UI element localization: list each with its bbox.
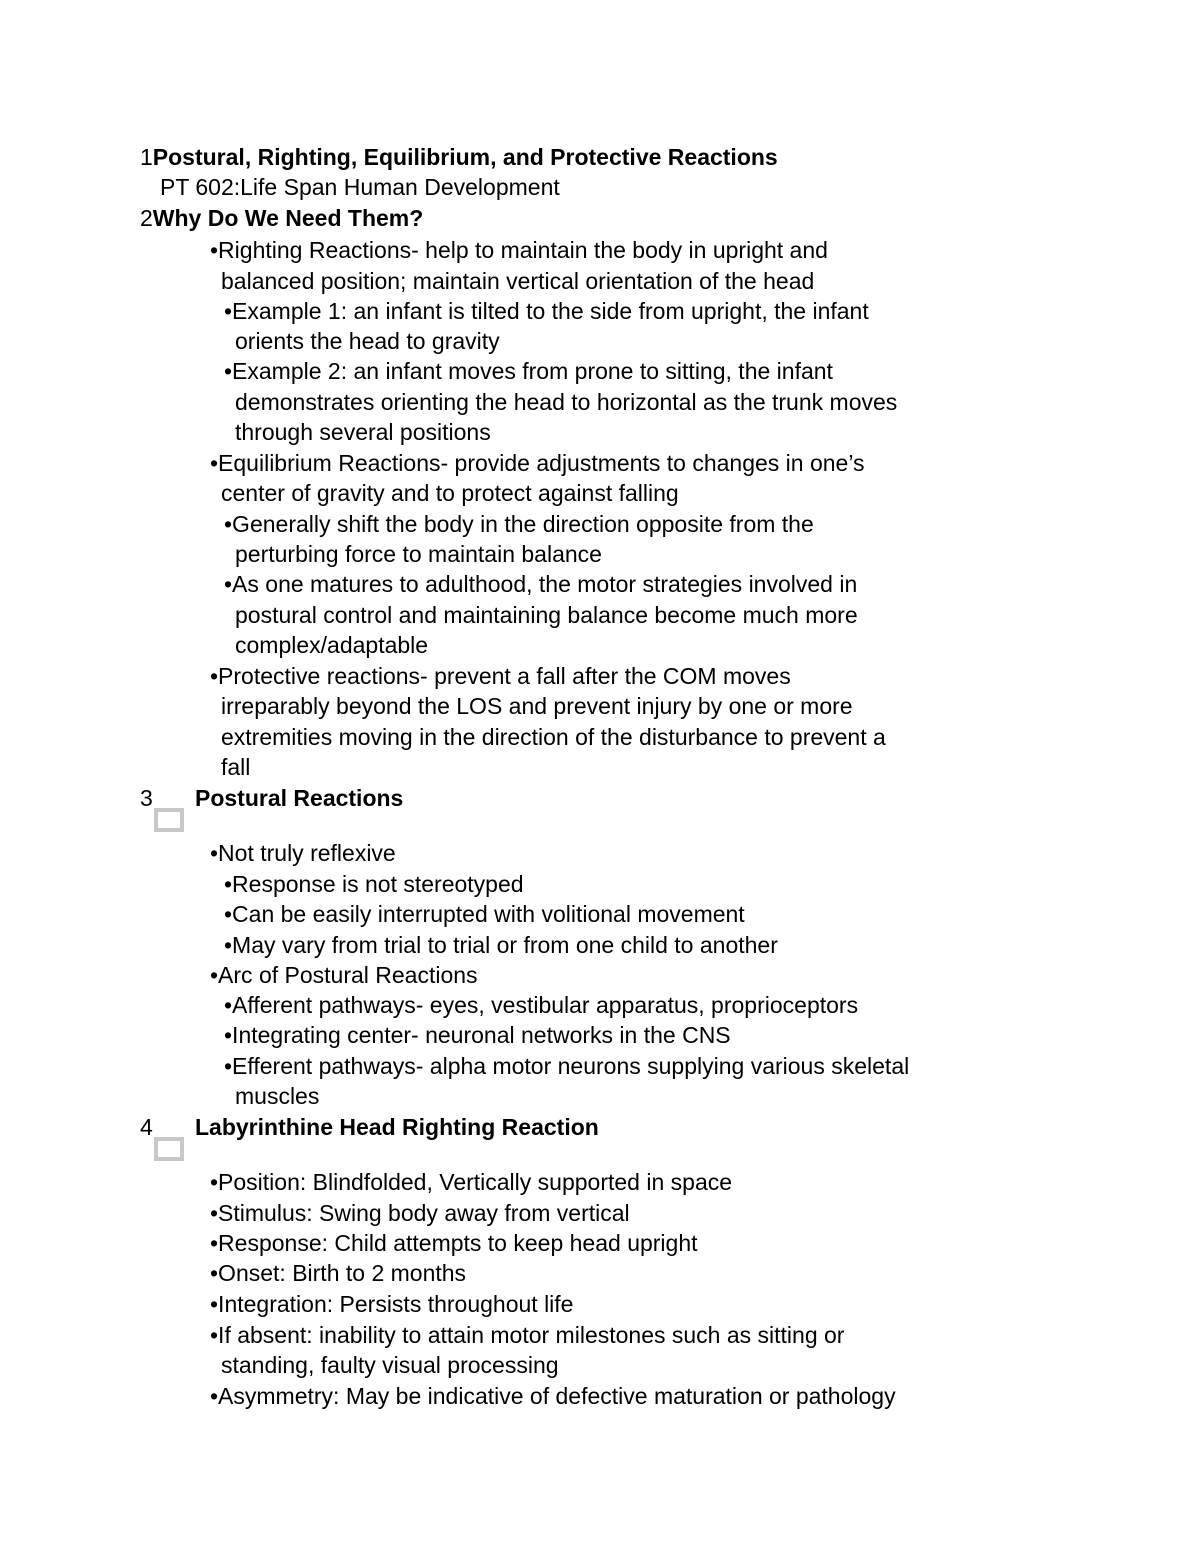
bullet-line: •Integrating center- neuronal networks in the CNS [224, 1022, 731, 1048]
bullet-line: demonstrates orienting the head to horizontal as the trunk moves [235, 389, 898, 415]
bullet-line: •Can be easily interrupted with volitional movement [224, 901, 745, 927]
bullet-line: standing, faulty visual processing [221, 1352, 559, 1378]
bullet-line: •Efferent pathways- alpha motor neurons supplying various skeletal [224, 1053, 910, 1079]
slide-title: Why Do We Need Them? [152, 205, 424, 231]
bullet-line: •As one matures to adulthood, the motor strategies involved in [224, 571, 858, 597]
bullet-line: •Response: Child attempts to keep head upright [210, 1230, 698, 1256]
bullet-line: irreparably beyond the LOS and prevent injury by one or more [221, 693, 853, 719]
bullet-line: •Example 1: an infant is tilted to the side from upright, the infant [224, 298, 869, 324]
bullet-line: balanced position; maintain vertical orientation of the head [221, 268, 815, 294]
slide-thumbnail-icon [154, 1137, 184, 1161]
slide-thumbnail-icon [154, 808, 184, 832]
bullet-line: •Righting Reactions- help to maintain the body in upright and [210, 237, 828, 263]
bullet-line: •May vary from trial to trial or from one child to another [224, 932, 778, 958]
bullet-line: postural control and maintaining balance become much more [235, 602, 858, 628]
bullet-line: fall [221, 754, 251, 780]
bullet-line: •Response is not stereotyped [224, 871, 524, 897]
slide-title: Labyrinthine Head Righting Reaction [195, 1114, 599, 1140]
slide-title: Postural Reactions [195, 785, 404, 811]
bullet-line: orients the head to gravity [235, 328, 500, 354]
slide-number: 3 [140, 785, 153, 811]
slide-subtitle: PT 602:Life Span Human Development [160, 174, 560, 200]
slide-title: Postural, Righting, Equilibrium, and Protective Reactions [152, 144, 778, 170]
bullet-line: •Onset: Birth to 2 months [210, 1260, 467, 1286]
bullet-line: •Arc of Postural Reactions [210, 962, 478, 988]
slide-number: 4 [140, 1114, 153, 1140]
bullet-line: extremities moving in the direction of the disturbance to prevent a [221, 724, 886, 750]
bullet-line: •Protective reactions- prevent a fall after the COM moves [210, 663, 791, 689]
bullet-line: •Stimulus: Swing body away from vertical [210, 1200, 630, 1226]
bullet-line: through several positions [235, 419, 491, 445]
bullet-line: •Not truly reflexive [210, 840, 396, 866]
bullet-line: •Position: Blindfolded, Vertically supported in space [210, 1169, 733, 1195]
bullet-line: •Afferent pathways- eyes, vestibular apparatus, proprioceptors [224, 992, 859, 1018]
bullet-line: muscles [235, 1083, 320, 1109]
bullet-line: •Integration: Persists throughout life [210, 1291, 574, 1317]
slide-1-heading [140, 142, 778, 172]
bullet-line: •Generally shift the body in the direction opposite from the [224, 511, 814, 537]
bullet-line: •If absent: inability to attain motor milestones such as sitting or [210, 1322, 845, 1348]
bullet-line: complex/adaptable [235, 632, 429, 658]
slide-number: 2 [140, 205, 153, 231]
bullet-line: perturbing force to maintain balance [235, 541, 602, 567]
bullet-line: •Equilibrium Reactions- provide adjustments to changes in one’s [210, 450, 865, 476]
slide-number: 1 [140, 144, 153, 170]
bullet-line: •Example 2: an infant moves from prone to sitting, the infant [224, 358, 833, 384]
bullet-line: •Asymmetry: May be indicative of defective maturation or pathology [210, 1383, 896, 1409]
slide-2-heading [140, 203, 423, 233]
bullet-line: center of gravity and to protect against falling [221, 480, 679, 506]
